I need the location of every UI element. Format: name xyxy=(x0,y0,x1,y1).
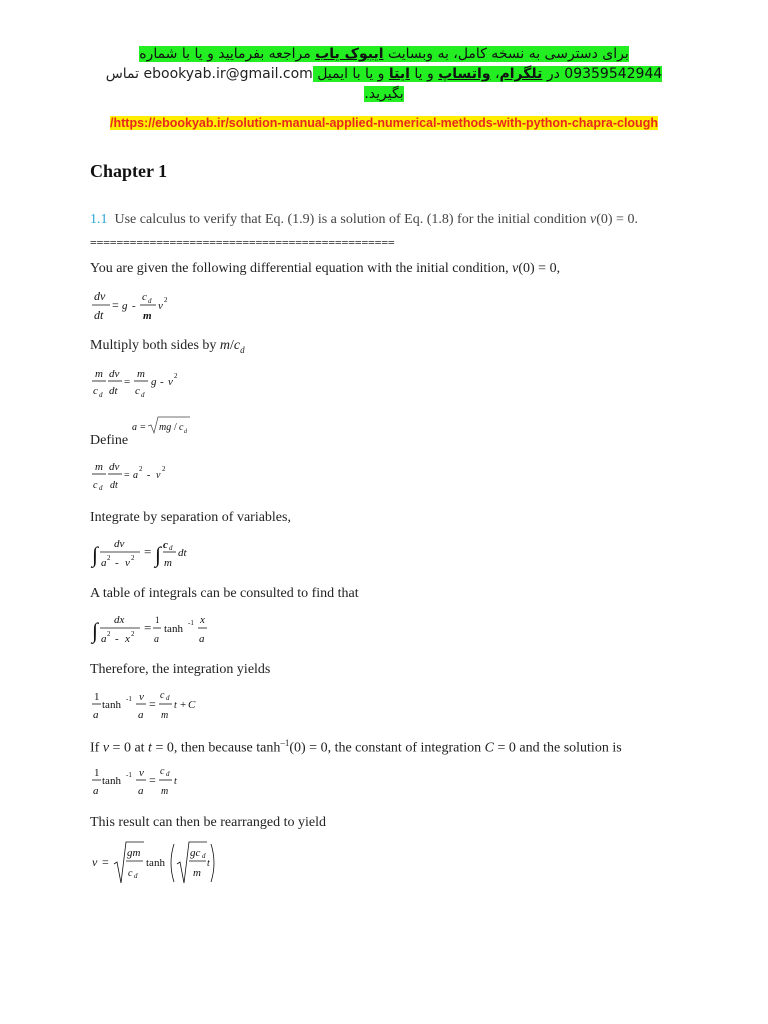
eq-token: - xyxy=(115,557,119,569)
var-v: v xyxy=(512,261,519,276)
problem-number: 1.1 xyxy=(90,212,108,227)
eq-token: 2 xyxy=(164,296,168,304)
promo-text: و یا xyxy=(409,66,439,82)
eq-token: = xyxy=(124,376,131,388)
promo-text: در xyxy=(542,66,565,82)
equation-separated xyxy=(92,534,212,574)
phone-number: 09359542944 xyxy=(564,66,663,82)
eq-token: 2 xyxy=(139,465,143,473)
eq-token: c xyxy=(128,868,133,879)
eq-token: v xyxy=(92,855,98,869)
email-address[interactable]: ebookyab.ir@gmail.com xyxy=(143,66,313,82)
equation-table-integral-svg xyxy=(92,610,222,650)
eq-token: = xyxy=(144,620,152,635)
eq-token: - xyxy=(160,376,164,388)
eq-token: m xyxy=(143,310,152,322)
var-t: t xyxy=(148,740,152,756)
eq-token: - xyxy=(132,300,136,312)
eq-token: a xyxy=(132,422,137,433)
eq-token: t xyxy=(174,700,177,711)
eq-token: mg xyxy=(159,422,172,433)
eq-token: d xyxy=(166,694,170,702)
eq-token: 1 xyxy=(94,691,100,703)
superscript-inverse: –1 xyxy=(280,738,290,748)
eq-token: v xyxy=(156,470,161,481)
var-c: c xyxy=(233,338,241,353)
equation-separated-svg xyxy=(92,534,212,574)
source-url[interactable] xyxy=(0,116,768,130)
paragraph-text: Multiply both sides by xyxy=(90,338,220,353)
paragraph-given xyxy=(90,261,560,277)
eq-token: -1 xyxy=(188,619,194,627)
eq-token: c xyxy=(142,291,147,303)
var-v: v xyxy=(102,740,110,756)
eq-token: x xyxy=(125,633,130,645)
eq-token: a xyxy=(93,785,99,797)
equation-ode xyxy=(92,288,202,324)
eq-token: + xyxy=(180,699,187,711)
eq-token: = xyxy=(124,470,130,481)
eq-token: dt xyxy=(109,385,118,397)
equation-define-a-svg xyxy=(130,414,200,436)
promo-text: مراجعه بفرمایید و یا با شماره xyxy=(139,46,316,62)
eq-token: dt xyxy=(110,480,118,491)
eq-token: d xyxy=(134,872,138,880)
paragraph-define: Define xyxy=(90,433,129,448)
brand-link[interactable]: ایبوک یاب xyxy=(315,46,384,62)
eq-token: = xyxy=(149,773,156,787)
promo-line-2 xyxy=(313,66,662,82)
eq-token: ∫ xyxy=(92,618,99,643)
eq-token: dt xyxy=(94,308,104,322)
paragraph-text: (0) = 0, the constant of integration xyxy=(289,740,485,756)
eq-token: d xyxy=(99,391,103,399)
eq-token: a xyxy=(101,633,107,645)
eq-token: m xyxy=(137,368,145,380)
paragraph-text: / xyxy=(230,338,234,353)
eq-token: gc xyxy=(190,847,201,859)
equation-final-svg xyxy=(92,838,232,888)
eq-token: c xyxy=(160,690,165,701)
equation-multiplied xyxy=(92,366,202,402)
equation-multiplied-svg xyxy=(92,366,202,402)
eq-token: dv xyxy=(114,538,125,550)
equation-defined xyxy=(92,458,192,494)
eq-token: a xyxy=(93,709,99,721)
eq-token: v xyxy=(139,767,144,779)
eq-token: = xyxy=(102,855,109,869)
equation-integrated-svg xyxy=(92,686,222,726)
eq-token: a xyxy=(199,633,205,645)
eq-token: c xyxy=(93,480,98,491)
eq-token: a xyxy=(154,634,159,645)
eitaa-link[interactable]: ایتا xyxy=(388,66,410,82)
eq-token: c xyxy=(163,539,168,551)
eq-token: g xyxy=(122,300,128,312)
equation-final xyxy=(92,838,232,888)
eq-token: C xyxy=(188,699,196,711)
problem-var: v xyxy=(590,212,597,227)
eq-token: 2 xyxy=(107,554,111,562)
eq-token: d xyxy=(184,429,187,435)
eq-token: m xyxy=(161,710,169,721)
eq-token: = xyxy=(144,544,152,559)
promo-line-1 xyxy=(139,46,629,62)
source-url-text[interactable]: /https://ebookyab.ir/solution-manual-applied-numerical-methods-with-python-chapra-clough xyxy=(110,116,658,130)
eq-token: d xyxy=(202,852,206,860)
equation-define-a xyxy=(130,414,200,436)
eq-token: tanh xyxy=(164,623,183,635)
eq-token: v xyxy=(125,557,130,569)
telegram-link[interactable]: تلگرام xyxy=(499,66,543,82)
eq-token: m xyxy=(95,461,103,473)
equation-table-integral xyxy=(92,610,222,650)
eq-token: m xyxy=(193,867,201,879)
eq-token: -1 xyxy=(126,695,132,703)
problem-text: (0) = 0. xyxy=(596,212,638,227)
eq-token: gm xyxy=(127,847,141,859)
eq-token: a xyxy=(133,470,138,481)
paragraph-text: You are given the following differential equation with the initial condition, xyxy=(90,261,513,276)
eq-token: dx xyxy=(114,614,125,626)
eq-token: / xyxy=(174,422,177,433)
eq-token: m xyxy=(95,368,103,380)
promo-banner xyxy=(80,44,688,104)
eq-token: t xyxy=(207,858,210,869)
equation-integrated xyxy=(92,686,222,726)
var-m: m xyxy=(219,338,231,353)
problem-statement xyxy=(90,212,638,228)
equation-ode-svg xyxy=(92,288,202,324)
separator-rule: ============================================== xyxy=(90,236,395,249)
eq-token: tanh xyxy=(146,857,165,869)
eq-token: d xyxy=(141,391,145,399)
eq-token: m xyxy=(161,786,169,797)
eq-token: c xyxy=(93,385,98,397)
eq-token: -1 xyxy=(126,771,132,779)
equation-solution xyxy=(92,762,202,802)
paragraph-text: = 0, then because tanh xyxy=(151,740,281,756)
eq-token: d xyxy=(148,297,152,305)
paragraph-text: = 0 at xyxy=(109,740,149,756)
eq-token: tanh xyxy=(102,775,121,787)
eq-token: v xyxy=(139,691,144,703)
eq-token: v xyxy=(168,376,173,388)
paragraph-text: (0) = 0, xyxy=(518,261,561,276)
var-C: C xyxy=(484,740,494,756)
eq-token: v xyxy=(158,300,163,312)
eq-token: d xyxy=(99,484,103,492)
paragraph-table: A table of integrals can be consulted to find that xyxy=(90,586,359,601)
eq-token: c xyxy=(179,422,184,433)
problem-text: Use calculus to verify that Eq. (1.9) is a solution of Eq. (1.8) for the initial condition xyxy=(114,212,591,227)
eq-token: 2 xyxy=(107,630,111,638)
paragraph-initial-condition xyxy=(90,738,622,757)
eq-token: 2 xyxy=(174,372,178,380)
eq-token: ∫ xyxy=(92,542,99,567)
eq-token: d xyxy=(169,544,173,552)
eq-token: = xyxy=(140,422,146,433)
eq-token: c xyxy=(160,766,165,777)
eq-token: = xyxy=(112,298,119,312)
eq-token: 2 xyxy=(131,630,135,638)
promo-text: و یا با ایمیل xyxy=(312,66,389,82)
paragraph-integrate: Integrate by separation of variables, xyxy=(90,510,291,525)
eq-token: d xyxy=(166,770,170,778)
eq-token: 2 xyxy=(162,465,166,473)
paragraph-text: = 0 and the solution is xyxy=(493,740,622,756)
eq-token: c xyxy=(135,385,140,397)
paragraph-rearrange: This result can then be rearranged to yield xyxy=(90,815,326,830)
eq-token: 1 xyxy=(94,767,100,779)
eq-token: - xyxy=(147,470,151,481)
eq-token: x xyxy=(200,614,205,626)
equation-solution-svg xyxy=(92,762,202,802)
eq-token: dv xyxy=(109,368,120,380)
eq-token: dv xyxy=(94,289,106,303)
eq-token: a xyxy=(138,709,144,721)
subscript-d: d xyxy=(240,344,245,355)
promo-text: تماس xyxy=(105,66,144,82)
promo-text: برای دسترسی به نسخه کامل، به وبسایت xyxy=(383,46,629,62)
paragraph-yields: Therefore, the integration yields xyxy=(90,662,271,677)
eq-token: a xyxy=(138,785,144,797)
eq-token: g xyxy=(151,376,157,388)
eq-token: dv xyxy=(109,461,120,473)
paragraph-text: If xyxy=(90,740,103,756)
promo-text: ، xyxy=(490,66,500,82)
whatsapp-link[interactable]: واتساپ xyxy=(438,66,491,82)
eq-token: t xyxy=(174,776,177,787)
eq-token: ∫ xyxy=(155,542,162,567)
eq-token: tanh xyxy=(102,699,121,711)
chapter-title: Chapter 1 xyxy=(90,161,168,181)
eq-token: dt xyxy=(178,547,187,559)
eq-token: 2 xyxy=(131,554,135,562)
eq-token: a xyxy=(101,557,107,569)
paragraph-multiply xyxy=(90,338,245,355)
eq-token: 1 xyxy=(155,615,160,625)
promo-line-3: بگیرید. xyxy=(364,86,404,102)
eq-token: - xyxy=(115,633,119,645)
eq-token: = xyxy=(149,697,156,711)
equation-defined-svg xyxy=(92,458,192,494)
eq-token: m xyxy=(164,557,172,569)
